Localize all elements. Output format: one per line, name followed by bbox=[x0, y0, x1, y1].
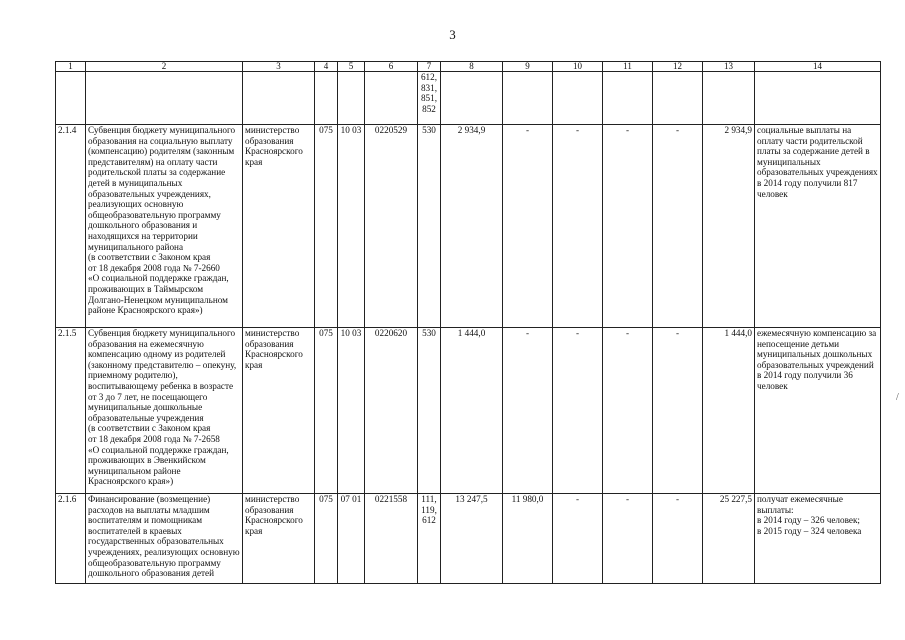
budget-table bbox=[55, 61, 881, 584]
column-header: 7 bbox=[418, 62, 441, 72]
row-result: получат ежемесячные выплаты: в 2014 году – 326 человек; в 2015 году – 324 человека bbox=[755, 494, 881, 584]
table-row bbox=[56, 494, 881, 584]
column-header: 12 bbox=[653, 62, 703, 72]
row-value-2016: - bbox=[553, 328, 603, 494]
row-value-2014: 2 934,9 bbox=[441, 125, 503, 328]
column-header: 3 bbox=[243, 62, 315, 72]
row-vr: 530 bbox=[418, 328, 441, 494]
column-header: 4 bbox=[315, 62, 338, 72]
column-number-row bbox=[56, 62, 881, 72]
row-number: 2.1.4 bbox=[56, 125, 86, 328]
row-value-2016: - bbox=[553, 125, 603, 328]
row-result: ежемесячную компенсацию за непосещение детьми муниципальных дошкольных образовательных учреждений в 2014 году получили 36 человек bbox=[755, 328, 881, 494]
row-ministry: министерство образования Красноярского края bbox=[243, 328, 315, 494]
kvr-cell: 612, 831, 851, 852 bbox=[418, 72, 441, 125]
row-csr: 0220620 bbox=[365, 328, 418, 494]
table-row bbox=[56, 328, 881, 494]
row-vr: 530 bbox=[418, 125, 441, 328]
row-number: 2.1.6 bbox=[56, 494, 86, 584]
column-header: 6 bbox=[365, 62, 418, 72]
table-row bbox=[56, 125, 881, 328]
column-header: 11 bbox=[603, 62, 653, 72]
row-value-2017: - bbox=[603, 328, 653, 494]
row-value-2015: - bbox=[503, 125, 553, 328]
row-number: 2.1.5 bbox=[56, 328, 86, 494]
row-grbs: 075 bbox=[315, 494, 338, 584]
row-rzpr: 10 03 bbox=[338, 328, 365, 494]
row-total: 2 934,9 bbox=[703, 125, 755, 328]
row-grbs: 075 bbox=[315, 328, 338, 494]
row-value-2017: - bbox=[603, 125, 653, 328]
row-value-2018: - bbox=[653, 494, 703, 584]
row-value-2015: 11 980,0 bbox=[503, 494, 553, 584]
margin-mark: / bbox=[896, 392, 899, 403]
row-value-2017: - bbox=[603, 494, 653, 584]
row-rzpr: 07 01 bbox=[338, 494, 365, 584]
column-header: 5 bbox=[338, 62, 365, 72]
row-value-2016: - bbox=[553, 494, 603, 584]
column-header: 13 bbox=[703, 62, 755, 72]
column-header: 8 bbox=[441, 62, 503, 72]
row-value-2014: 13 247,5 bbox=[441, 494, 503, 584]
column-header: 2 bbox=[86, 62, 243, 72]
row-vr: 111, 119, 612 bbox=[418, 494, 441, 584]
row-ministry: министерство образования Красноярского края bbox=[243, 494, 315, 584]
row-ministry: министерство образования Красноярского края bbox=[243, 125, 315, 328]
row-grbs: 075 bbox=[315, 125, 338, 328]
row-value-2015: - bbox=[503, 328, 553, 494]
column-header: 10 bbox=[553, 62, 603, 72]
row-result: социальные выплаты на оплату части родительской платы за содержание детей в муниципальных образовательных учреждениях в 2014 году получили 817 человек bbox=[755, 125, 881, 328]
column-header: 1 bbox=[56, 62, 86, 72]
row-rzpr: 10 03 bbox=[338, 125, 365, 328]
row-value-2014: 1 444,0 bbox=[441, 328, 503, 494]
row-total: 25 227,5 bbox=[703, 494, 755, 584]
row-csr: 0220529 bbox=[365, 125, 418, 328]
row-value-2018: - bbox=[653, 328, 703, 494]
row-description: Субвенция бюджету муниципального образования на социальную выплату (компенсацию) родителям (законным представителям) на оплату части родительской платы за содержание детей в муниципальных образовательных учреждениях, реализующих основную общеобразовательную программу дошкольного образования и находящихся на территории муниципального района (в соответствии с Законом края от 18 декабря 2008 года № 7-2660 «О социальной поддержке граждан, проживающих в Таймырском Долгано-Ненецком муниципальном районе Красноярского края») bbox=[86, 125, 243, 328]
column-header: 14 bbox=[755, 62, 881, 72]
row-csr: 0221558 bbox=[365, 494, 418, 584]
row-value-2018: - bbox=[653, 125, 703, 328]
continuation-row bbox=[56, 72, 881, 125]
page-number: 3 bbox=[449, 27, 456, 42]
column-header: 9 bbox=[503, 62, 553, 72]
row-description: Финансирование (возмещение) расходов на выплаты младшим воспитателям и помощникам воспитателей в краевых государственных образовательных учреждениях, реализующих основную общеобразовательную программу дошкольного образования детей bbox=[86, 494, 243, 584]
row-description: Субвенция бюджету муниципального образования на ежемесячную компенсацию одному из родителей (законному представителю – опекуну, приемному родителю), воспитывающему ребенка в возрасте от 3 до 7 лет, не посещающего муниципальные дошкольные образовательные учреждения (в соответствии с Законом края от 18 декабря 2008 года № 7-2658 «О социальной поддержке граждан, проживающих в Эвенкийском муниципальном районе Красноярского края») bbox=[86, 328, 243, 494]
row-total: 1 444,0 bbox=[703, 328, 755, 494]
